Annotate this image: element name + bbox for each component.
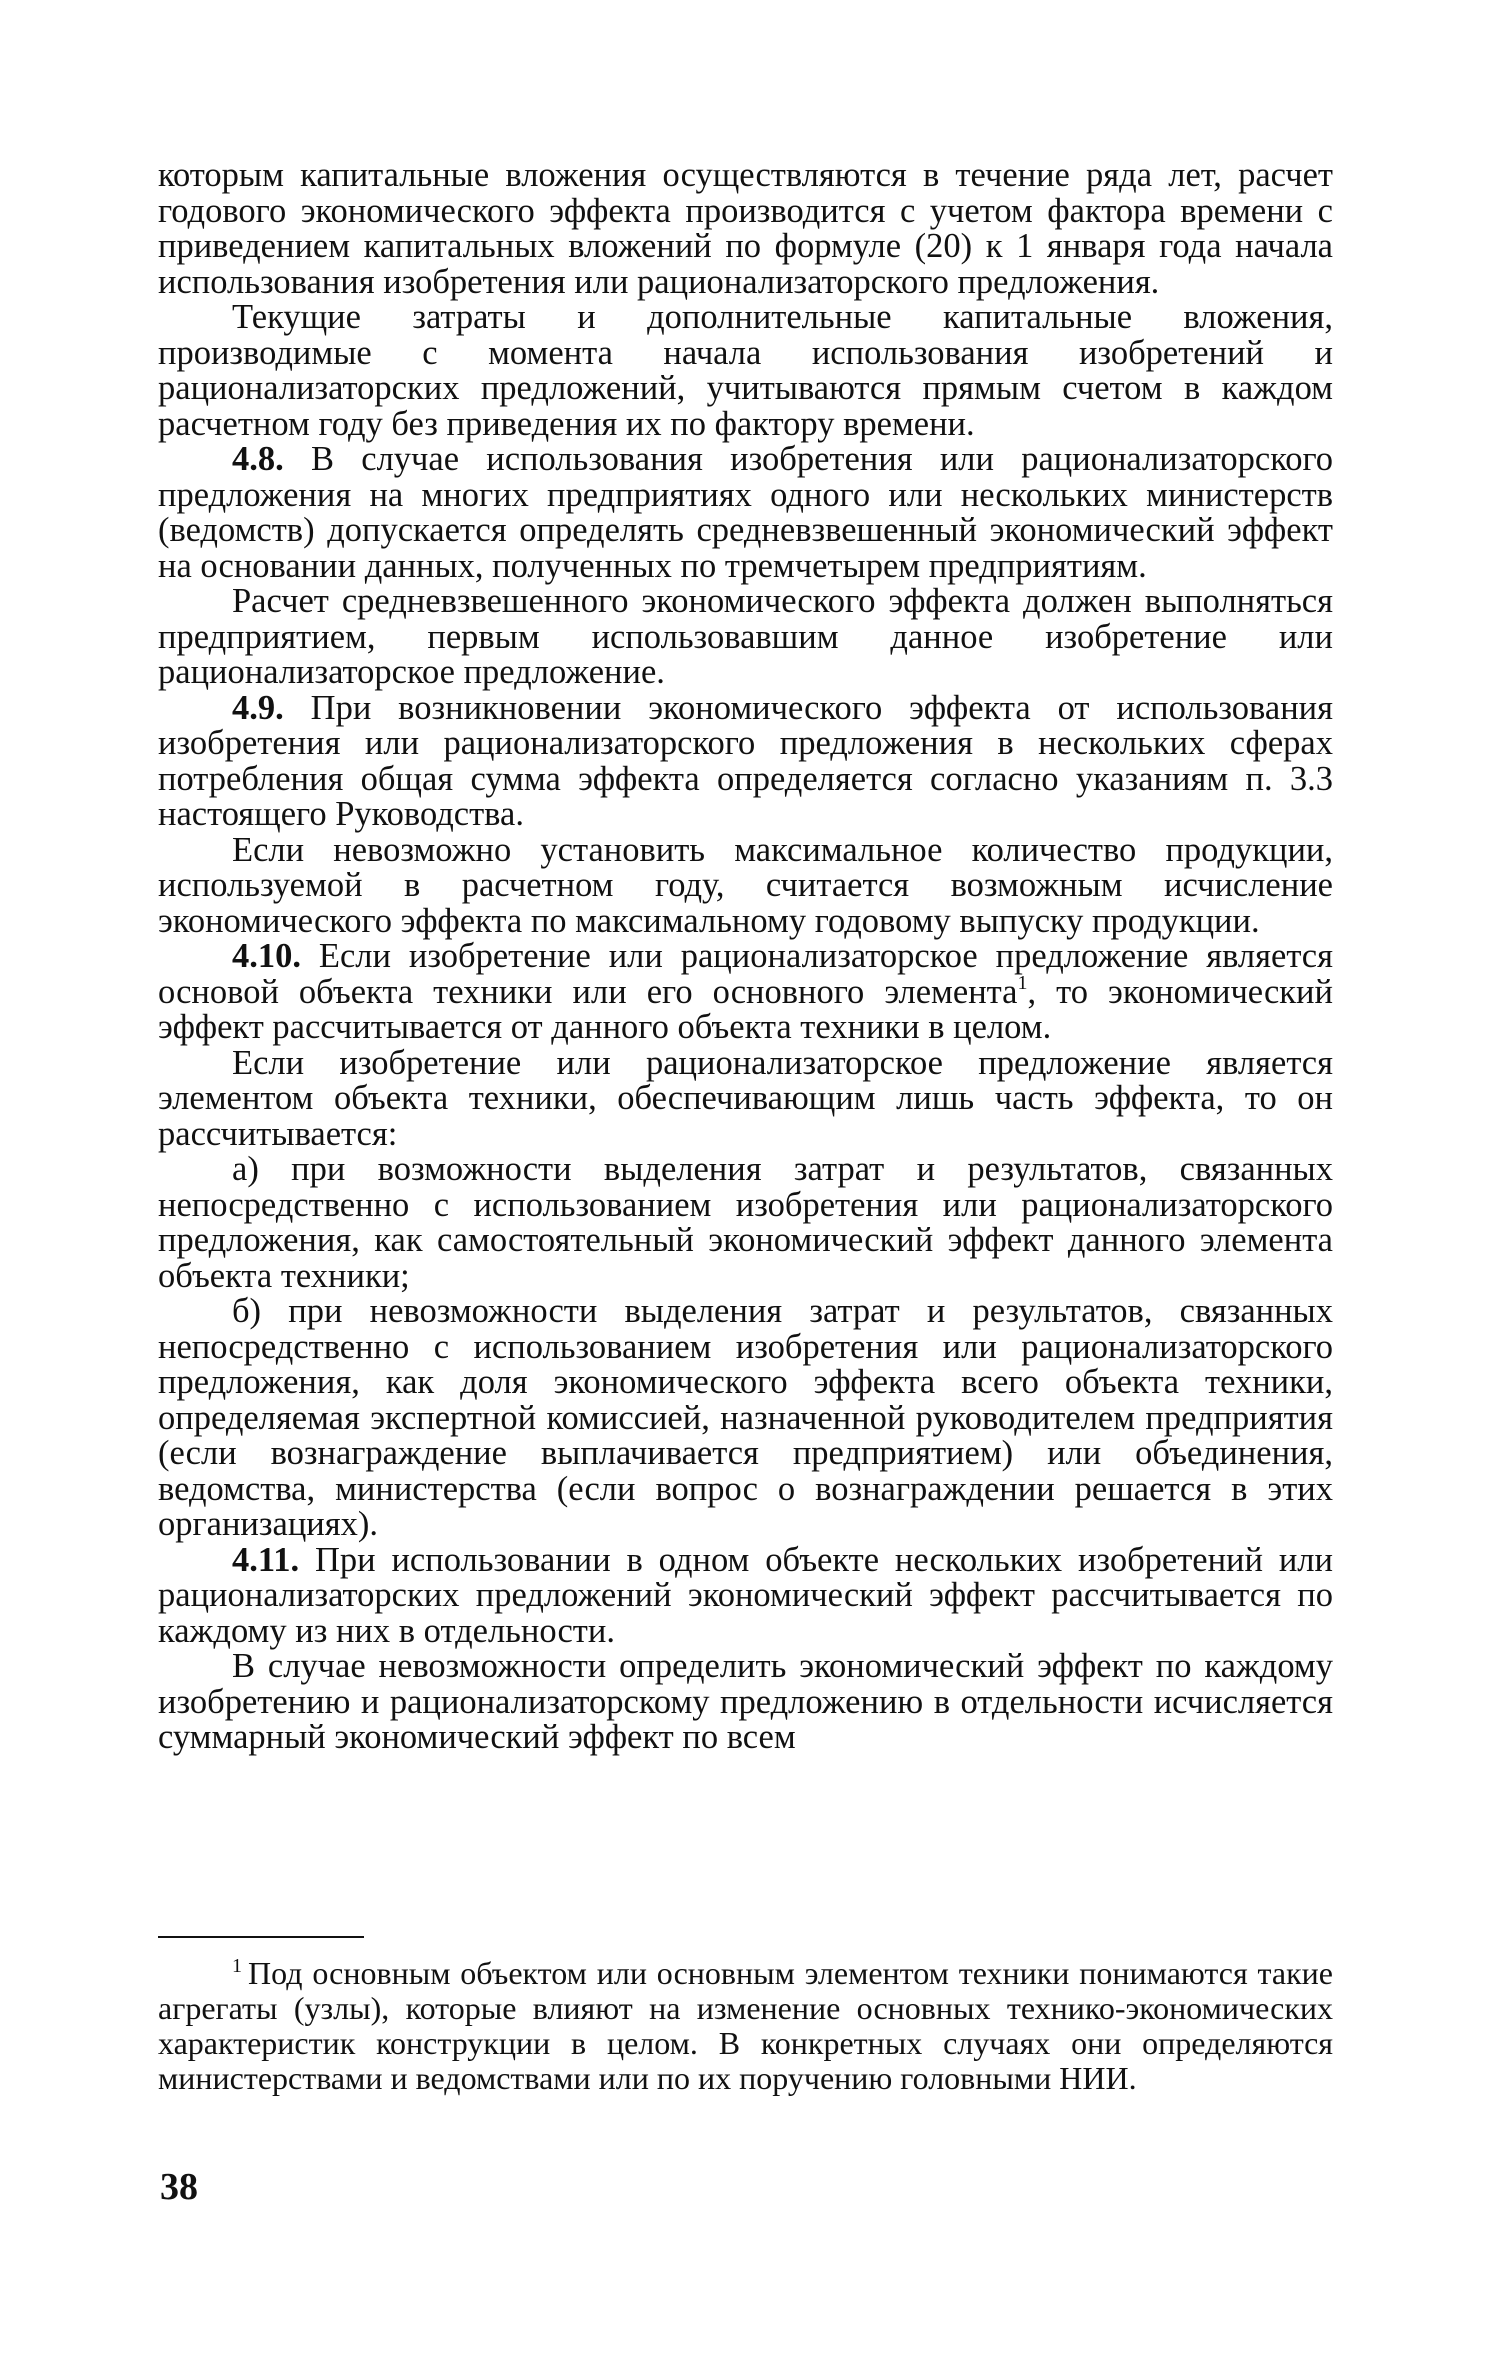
paragraph-text: Если изобретение или рационализаторское предложение является основой объекта техники или его основного элемента: [158, 937, 1333, 1011]
page-body: [158, 158, 1333, 1756]
footnote-text: [158, 1956, 1333, 2096]
paragraph-4: Расчет средневзвешенного экономического эффекта должен выполняться предприятием, первым использовавшим данное изобретение или рационализаторское предложение.: [158, 582, 1333, 691]
paragraph-11: [158, 1540, 1333, 1650]
footnote-body: Под основным объектом или основным элементом техники понимаются такие агрегаты (узлы), которые влияют на изменение основных технико-экономических характеристик конструкции в целом. В конкретных случаях они определяются министерствами и ведомствами или по их поручению головными НИИ.: [158, 1955, 1333, 2096]
paragraph-12: В случае невозможности определить экономический эффект по каждому изобретению и рационализаторскому предложению в отдельности исчисляется суммарный экономический эффект по всем: [158, 1647, 1333, 1756]
footnote-reference[interactable]: 1: [1017, 971, 1028, 994]
section-number: 4.11.: [232, 1540, 300, 1579]
paragraph-2: Текущие затраты и дополнительные капитальные вложения, производимые с момента начала использования изобретений и рационализаторских предложений, учитываются прямым счетом в каждом расчетном году без приведения их по фактору времени.: [158, 298, 1333, 443]
paragraph-7: [158, 939, 1333, 1046]
paragraph-text: При использовании в одном объекте нескольких изобретений или рационализаторских предложений экономический эффект рассчитывается по каждому из них в отдельности.: [158, 1540, 1333, 1650]
paragraph-5: [158, 688, 1333, 833]
page-number: 38: [160, 2166, 198, 2208]
paragraph-text-continued: , то экономический эффект рассчитывается от данного объекта техники в целом.: [158, 972, 1333, 1046]
footnote-mark: 1: [232, 1955, 242, 1977]
paragraph-text: При возникновении экономического эффекта от использования изобретения или рационализаторского предложения в нескольких сферах потребления общая сумма эффекта определяется согласно указаниям п. 3.3 настоящего Руководства.: [158, 688, 1333, 833]
paragraph-1: которым капитальные вложения осуществляются в течение ряда лет, расчет годового экономического эффекта производится с учетом фактора времени с приведением капитальных вложений по формуле (20) к 1 января года начала использования изобретения или рационализаторского предложения.: [158, 156, 1333, 301]
paragraph-10: б) при невозможности выделения затрат и результатов, связанных непосредственно с использованием изобретения или рационализаторского предложения, как доля экономического эффекта всего объекта техники, определяемая экспертной комиссией, назначенной руководителем предприятия (если вознаграждение выплачивается предприятием) или объединения, ведомства, министерства (если вопрос о вознаграждении решается в этих организациях).: [158, 1292, 1333, 1543]
section-number: 4.9.: [232, 688, 284, 727]
section-number: 4.10.: [232, 937, 301, 975]
paragraph-6: Если невозможно установить максимальное количество продукции, используемой в расчетном году, считается возможным исчисление экономического эффекта по максимальному годовому выпуску продукции.: [158, 830, 1333, 940]
footnote-divider: [158, 1936, 364, 1938]
paragraph-8: Если изобретение или рационализаторское предложение является элементом объекта техники, обеспечивающим лишь часть эффекта, то он рассчитывается:: [158, 1043, 1333, 1153]
footnote: [158, 1956, 1333, 2096]
paragraph-3: [158, 442, 1333, 584]
paragraph-text: В случае использования изобретения или рационализаторского предложения на многих предприятиях одного или нескольких министерств (ведомств) допускается определять средневзвешенный экономический эффект на основании данных, полученных по тремчетырем предприятиям.: [158, 440, 1333, 585]
paragraph-9: а) при возможности выделения затрат и результатов, связанных непосредственно с использованием изобретения или рационализаторского предложения, как самостоятельный экономический эффект данного элемента объекта техники;: [158, 1150, 1333, 1295]
section-number: 4.8.: [232, 440, 284, 478]
